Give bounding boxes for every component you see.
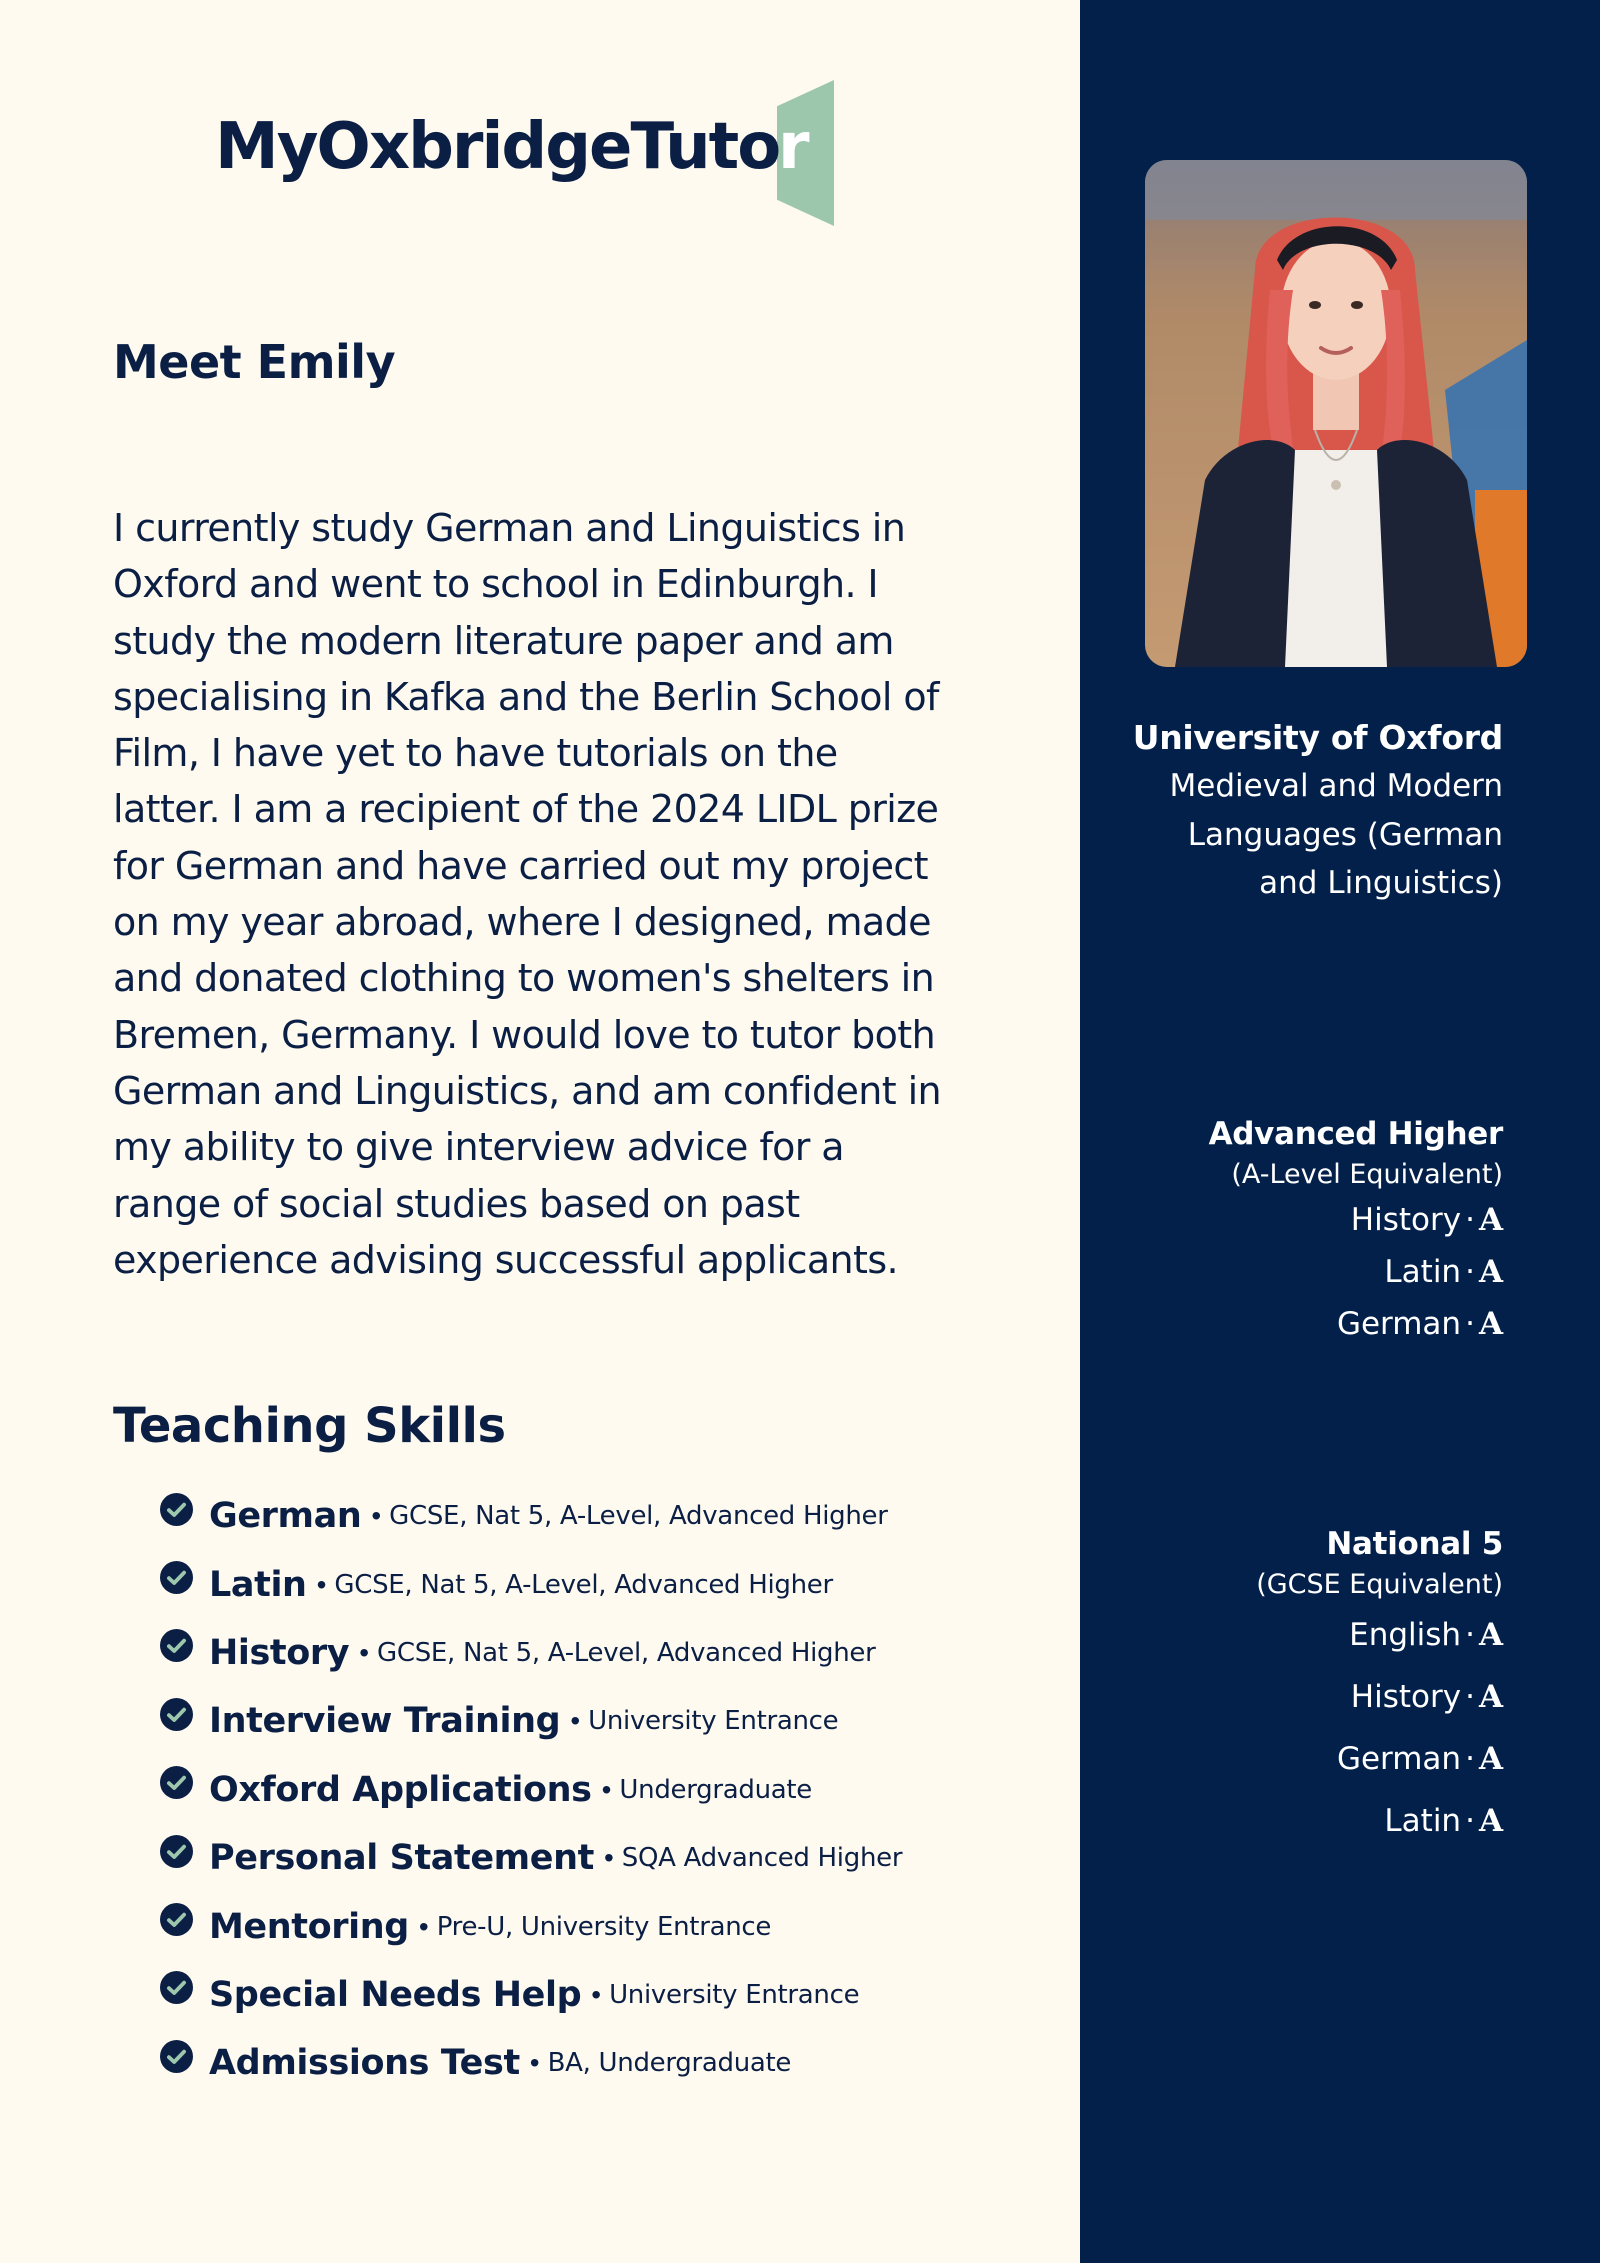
check-circle-icon bbox=[160, 1903, 193, 1936]
qualification-equivalent: (GCSE Equivalent) bbox=[1256, 1569, 1503, 1600]
grade-separator: · bbox=[1465, 1741, 1475, 1777]
skill-separator: • bbox=[570, 1705, 581, 1737]
grade-value: A bbox=[1478, 1254, 1503, 1290]
qualification-equivalent: (A-Level Equivalent) bbox=[1231, 1159, 1503, 1190]
skill-item bbox=[160, 1892, 1040, 1960]
check-circle-icon bbox=[160, 1835, 193, 1868]
grade-subject: German bbox=[1336, 1306, 1462, 1342]
grade-separator: · bbox=[1465, 1306, 1475, 1342]
university-name: University of Oxford bbox=[1132, 718, 1503, 757]
skill-levels: University Entrance bbox=[609, 1979, 860, 2010]
check-circle-icon bbox=[160, 1971, 193, 2004]
tutor-portrait-image bbox=[1145, 160, 1527, 667]
skill-item bbox=[160, 1482, 1040, 1550]
tutor-photo bbox=[1145, 160, 1527, 667]
skill-item bbox=[160, 1687, 1040, 1755]
teaching-skills-list bbox=[160, 1482, 1040, 2098]
skill-name: Oxford Applications bbox=[209, 1769, 592, 1810]
teaching-skills-heading: Teaching Skills bbox=[113, 1398, 506, 1454]
grade-row bbox=[1256, 1666, 1503, 1728]
skill-item bbox=[160, 1550, 1040, 1618]
qualification-title: National 5 bbox=[1326, 1526, 1503, 1562]
grade-row bbox=[1256, 1604, 1503, 1666]
advanced-higher-block bbox=[1209, 1112, 1503, 1350]
qualification-title: Advanced Higher bbox=[1208, 1116, 1503, 1152]
skill-separator: • bbox=[603, 1842, 614, 1874]
grade-subject: Latin bbox=[1384, 1254, 1462, 1290]
skill-levels: Pre-U, University Entrance bbox=[436, 1911, 772, 1942]
grade-row bbox=[1209, 1194, 1503, 1246]
skill-name: Personal Statement bbox=[209, 1838, 594, 1879]
grade-value: A bbox=[1478, 1803, 1503, 1839]
skill-levels: GCSE, Nat 5, A-Level, Advanced Higher bbox=[377, 1637, 876, 1668]
skill-levels: SQA Advanced Higher bbox=[621, 1843, 903, 1874]
grade-value: A bbox=[1478, 1202, 1503, 1238]
skill-levels: GCSE, Nat 5, A-Level, Advanced Higher bbox=[389, 1501, 888, 1532]
grade-separator: · bbox=[1465, 1679, 1475, 1715]
skill-separator: • bbox=[359, 1636, 369, 1668]
check-circle-icon bbox=[160, 1629, 193, 1662]
education-block bbox=[1133, 714, 1503, 908]
grade-separator: · bbox=[1465, 1202, 1475, 1238]
grade-subject: German bbox=[1336, 1741, 1462, 1777]
grade-subject: Latin bbox=[1384, 1803, 1462, 1839]
course-name: Medieval and Modern Languages (German and Linguistics) bbox=[1169, 768, 1503, 901]
grade-value: A bbox=[1478, 1617, 1503, 1653]
grade-value: A bbox=[1478, 1679, 1503, 1715]
skill-item bbox=[160, 1756, 1040, 1824]
grade-row bbox=[1209, 1298, 1503, 1350]
skill-separator: • bbox=[601, 1773, 612, 1805]
skill-name: Interview Training bbox=[209, 1701, 561, 1742]
grade-separator: · bbox=[1465, 1617, 1475, 1653]
grade-subject: History bbox=[1350, 1202, 1462, 1238]
skill-levels: GCSE, Nat 5, A-Level, Advanced Higher bbox=[334, 1569, 833, 1600]
page-title: Meet Emily bbox=[113, 335, 396, 389]
skill-name: Admissions Test bbox=[209, 2043, 520, 2084]
logo-text-last-letter: r bbox=[778, 110, 810, 184]
skill-item bbox=[160, 2029, 1040, 2097]
skill-levels: Undergraduate bbox=[619, 1774, 812, 1805]
skill-separator: • bbox=[529, 2047, 540, 2079]
check-circle-icon bbox=[160, 1493, 193, 1526]
skill-separator: • bbox=[371, 1500, 382, 1532]
brand-logo bbox=[215, 80, 835, 226]
grade-subject: English bbox=[1349, 1617, 1462, 1653]
national-5-block bbox=[1256, 1522, 1503, 1852]
check-circle-icon bbox=[160, 1561, 193, 1594]
check-circle-icon bbox=[160, 1766, 193, 1799]
check-circle-icon bbox=[160, 2040, 193, 2073]
tutor-bio: I currently study German and Linguistics in Oxford and went to school in Edinburgh. I study the modern literature paper and am specialising in Kafka and the Berlin School of Film, I have yet to have tutorials on the latter. I am a recipient of the 2024 LIDL prize for German and have carried out my project on my year abroad, where I designed, made and donated clothing to women's shelters in Bremen, Germany. I would love to tutor both German and Linguistics, and am confident in my ability to give interview advice for a range of social studies based on past experience advising successful applicants. bbox=[113, 506, 942, 1282]
logo-text: MyOxbridgeTuto bbox=[215, 110, 780, 184]
skill-name: Special Needs Help bbox=[209, 1974, 582, 2015]
skill-levels: BA, Undergraduate bbox=[547, 2048, 792, 2079]
grade-separator: · bbox=[1465, 1254, 1475, 1290]
grade-value: A bbox=[1478, 1741, 1503, 1777]
skill-separator: • bbox=[591, 1978, 602, 2010]
skill-item bbox=[160, 1619, 1040, 1687]
grade-row bbox=[1256, 1790, 1503, 1852]
skill-levels: University Entrance bbox=[588, 1706, 839, 1737]
skill-name: Mentoring bbox=[209, 1906, 409, 1947]
skill-item bbox=[160, 1961, 1040, 2029]
grade-row bbox=[1256, 1728, 1503, 1790]
grade-subject: History bbox=[1350, 1679, 1462, 1715]
grade-value: A bbox=[1478, 1306, 1503, 1342]
skill-item bbox=[160, 1824, 1040, 1892]
grade-row bbox=[1209, 1246, 1503, 1298]
check-circle-icon bbox=[160, 1698, 193, 1731]
grade-separator: · bbox=[1465, 1803, 1475, 1839]
skill-separator: • bbox=[316, 1568, 327, 1600]
skill-name: Latin bbox=[209, 1564, 307, 1605]
skill-separator: • bbox=[418, 1910, 429, 1942]
skill-name: History bbox=[209, 1632, 350, 1673]
skill-name: German bbox=[209, 1496, 362, 1537]
